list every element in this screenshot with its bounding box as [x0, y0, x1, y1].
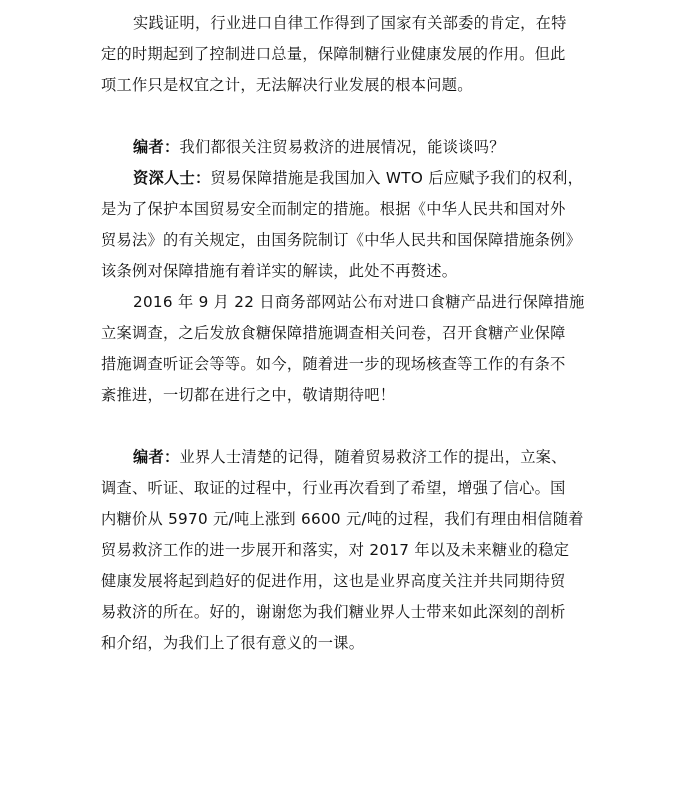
answer-text: 贸易保障措施是我国加入 WTO 后应赋予我们的权利，	[210, 169, 584, 187]
text-line: 立案调查，之后发放食糖保障措施调查相关问卷，召开食糖产业保障	[101, 324, 566, 342]
text-line: 是为了保护本国贸易安全而制定的措施。根据《中华人民共和国对外	[101, 200, 566, 218]
text-line: 该条例对保障措施有着详实的解读，此处不再赘述。	[101, 262, 458, 280]
document-page	[101, 8, 601, 659]
text-line: 定的时期起到了控制进口总量，保障制糖行业健康发展的作用。但此	[101, 45, 566, 63]
text-line: 实践证明，行业进口自律工作得到了国家有关部委的肯定，在特	[133, 14, 567, 32]
text-line: 贸易救济工作的进一步展开和落实，对 2017 年以及未来糖业的稳定	[101, 541, 570, 559]
text-line: 健康发展将起到趋好的促进作用，这也是业界高度关注并共同期待贸	[101, 572, 566, 590]
paragraph-investigation	[101, 287, 601, 411]
text-line: 项工作只是权宜之计，无法解决行业发展的根本问题。	[101, 76, 473, 94]
text-line: 和介绍，为我们上了很有意义的一课。	[101, 634, 365, 652]
text-line	[101, 442, 601, 473]
text-line: 易救济的所在。好的，谢谢您为我们糖业界人士带来如此深刻的剖析	[101, 603, 566, 621]
text-line: 贸易法》的有关规定，由国务院制订《中华人民共和国保障措施条例》	[101, 231, 582, 249]
speaker-label: 编者：	[133, 448, 180, 466]
text-line: 内糖价从 5970 元/吨上涨到 6600 元/吨的过程，我们有理由相信随着	[101, 510, 584, 528]
text-line: 2016 年 9 月 22 日商务部网站公布对进口食糖产品进行保障措施	[133, 293, 585, 311]
text-line: 调查、听证、取证的过程中，行业再次看到了希望，增强了信心。国	[101, 479, 566, 497]
speaker-label: 编者：	[133, 138, 180, 156]
question-text: 我们都很关注贸易救济的进展情况，能谈谈吗？	[179, 138, 505, 156]
editor-question-1	[101, 132, 601, 163]
paragraph-gap	[101, 411, 601, 442]
editor-question-2	[101, 442, 601, 659]
speaker-label: 资深人士：	[133, 169, 211, 187]
text-line	[101, 163, 601, 194]
paragraph-gap	[101, 101, 601, 132]
text-line: 紊推进，一切都在进行之中，敬请期待吧！	[101, 386, 396, 404]
expert-answer	[101, 163, 601, 287]
paragraph-self-discipline	[101, 8, 601, 101]
text-line	[101, 132, 601, 163]
text-line: 措施调查听证会等等。如今，随着进一步的现场核查等工作的有条不	[101, 355, 566, 373]
question-text: 业界人士清楚的记得，随着贸易救济工作的提出，立案、	[179, 448, 567, 466]
